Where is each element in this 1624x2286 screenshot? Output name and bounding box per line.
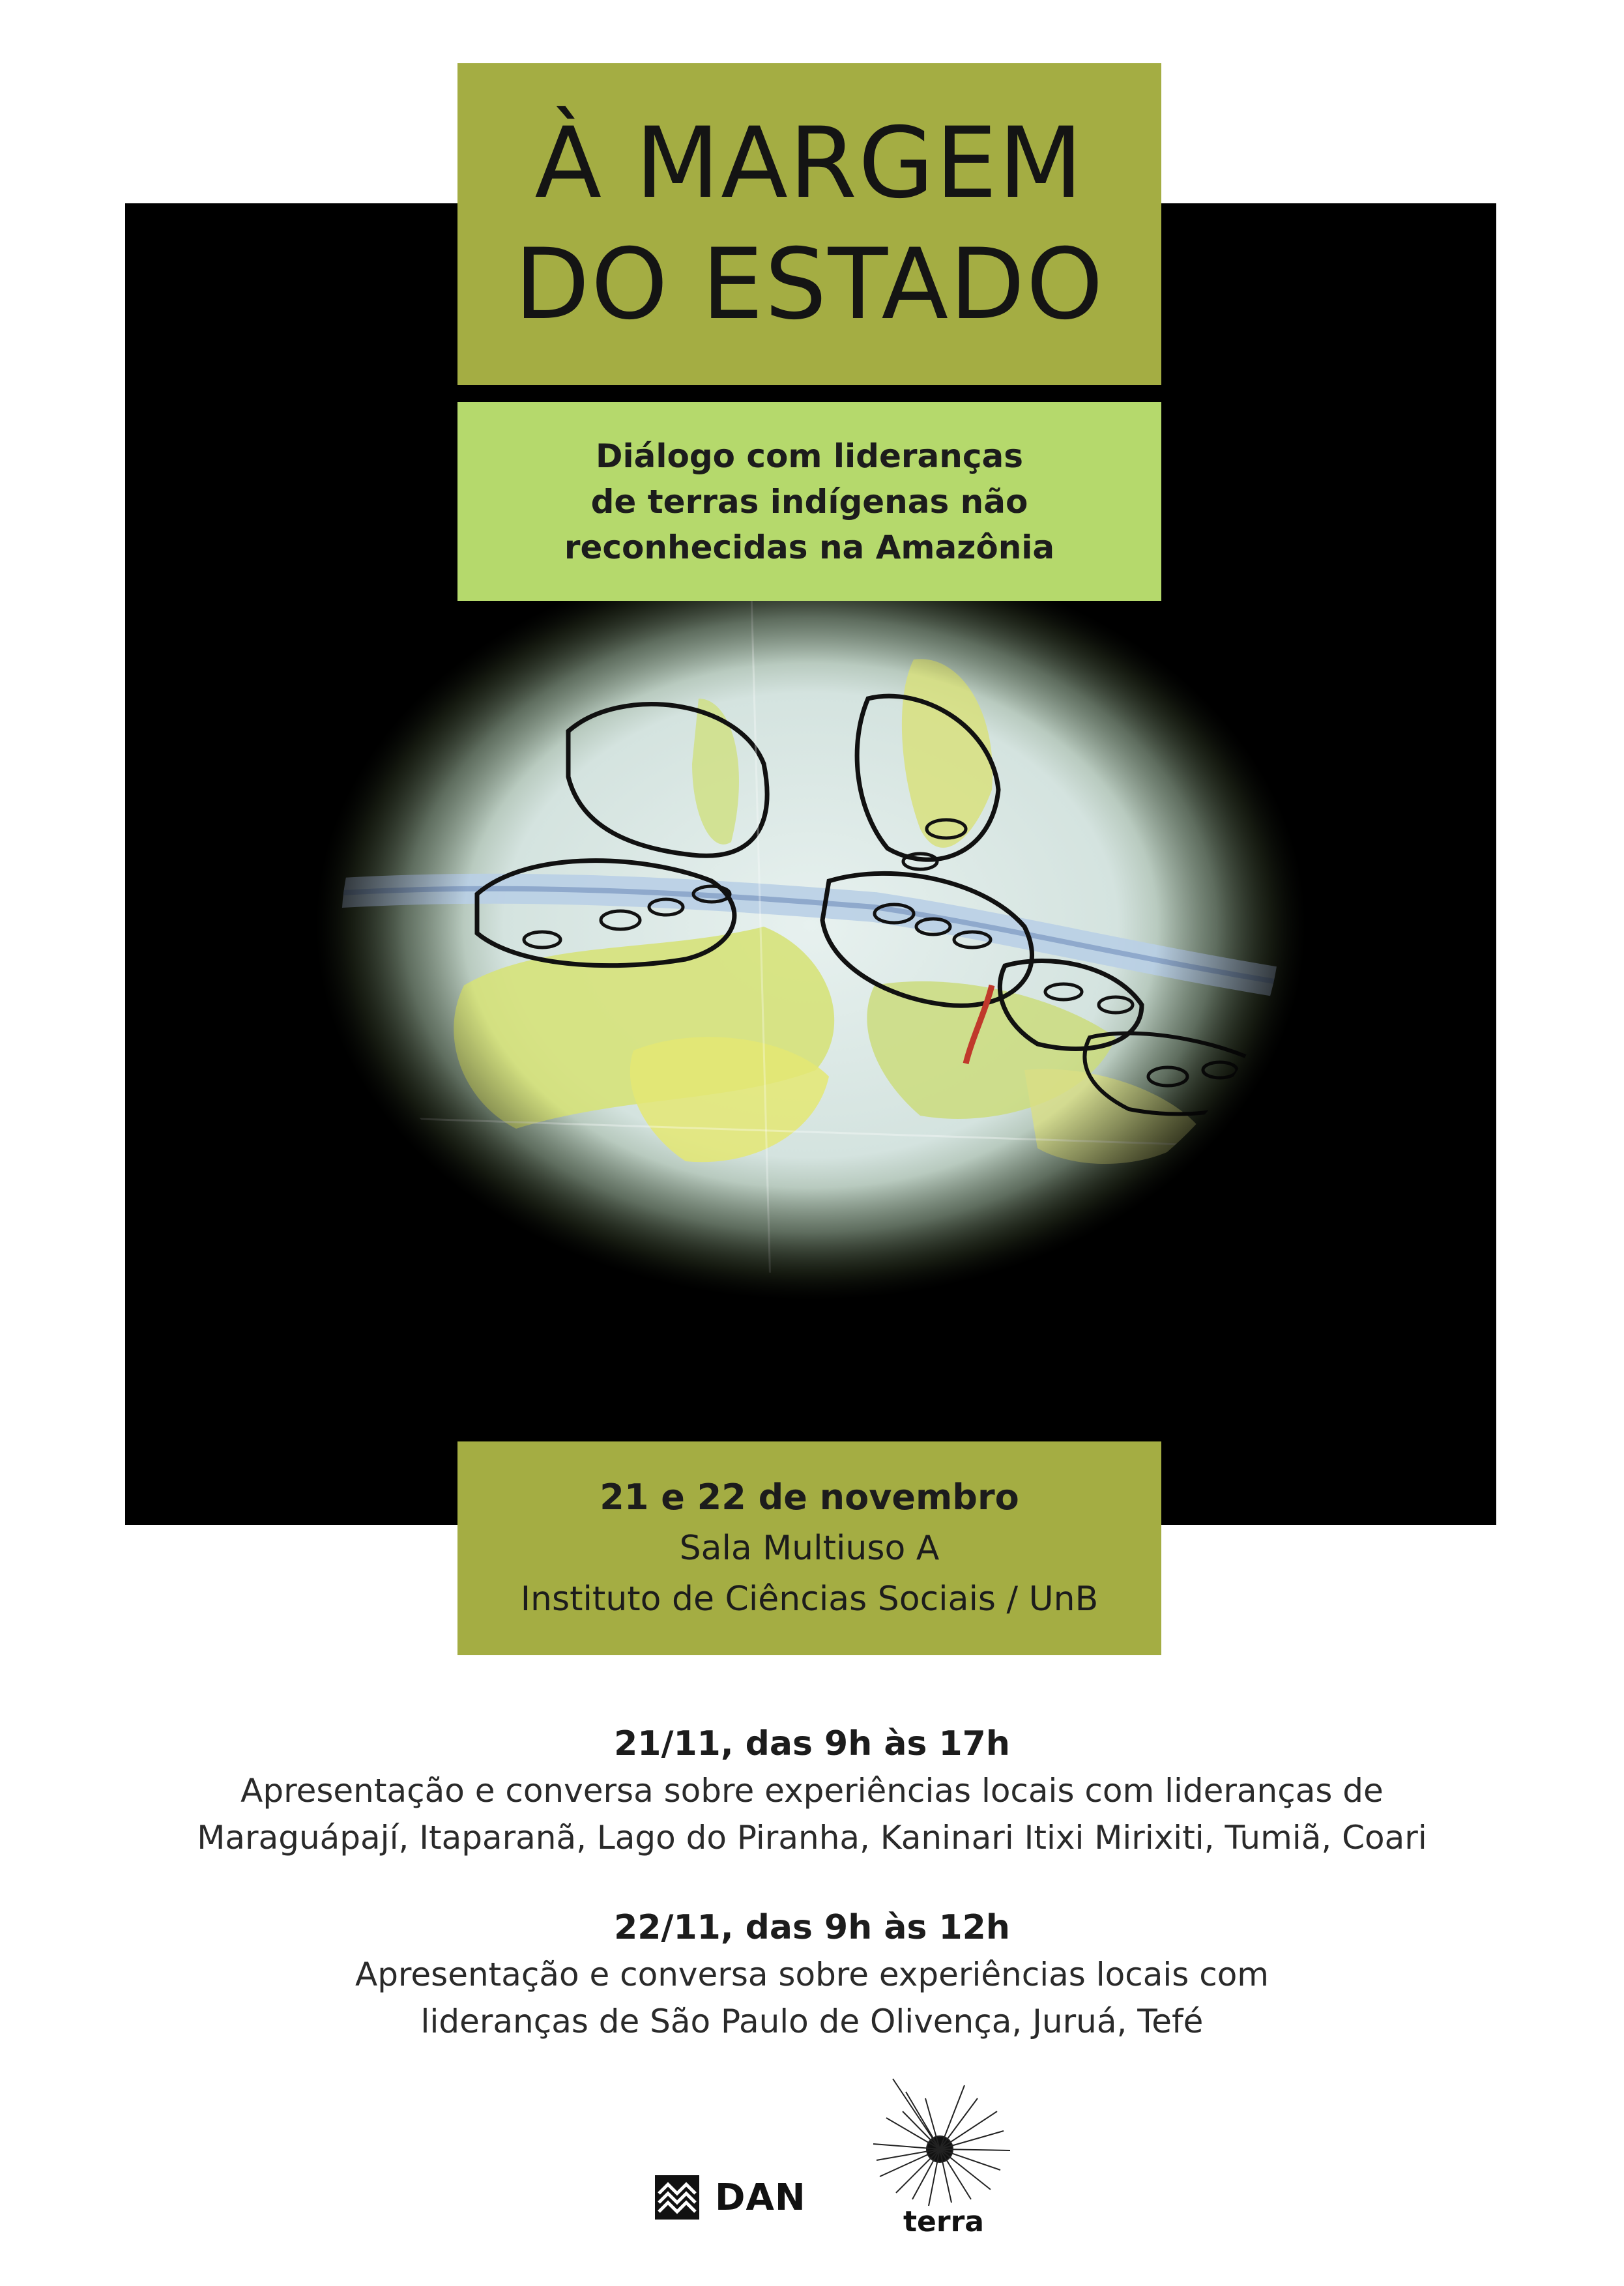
- schedule-day-2-line-1: Apresentação e conversa sobre experiências locais com: [355, 1956, 1269, 1993]
- title-line-1: À MARGEM: [534, 107, 1084, 220]
- subtitle-line-3: reconhecidas na Amazônia: [564, 528, 1055, 566]
- subtitle-line-2: de terras indígenas não: [590, 482, 1028, 521]
- dan-logo-icon: [654, 2174, 701, 2221]
- event-info-box: [457, 1441, 1161, 1655]
- schedule-day-2-heading: 22/11, das 9h às 12h: [614, 1908, 1010, 1947]
- terra-logo: [867, 2072, 1017, 2238]
- event-dates: 21 e 22 de novembro: [600, 1477, 1019, 1518]
- schedule-day-1-line-1: Apresentação e conversa sobre experiências locais com lideranças de: [240, 1772, 1384, 1810]
- event-room: Sala Multiuso A: [679, 1529, 940, 1568]
- terra-logo-text: terra: [903, 2205, 984, 2238]
- subtitle-box: [457, 402, 1161, 601]
- schedule-day-1-heading: 21/11, das 9h às 17h: [614, 1724, 1010, 1763]
- event-institute: Instituto de Ciências Sociais / UnB: [520, 1580, 1099, 1619]
- dan-logo-text: DAN: [715, 2176, 806, 2219]
- schedule-day-1-line-2: Maraguápají, Itaparanã, Lago do Piranha, Kaninari Itixi Mirixiti, Tumiã, Coari: [197, 1819, 1427, 1857]
- title-line-2: DO ESTADO: [514, 228, 1105, 341]
- subtitle-line-1: Diálogo com lideranças: [595, 437, 1024, 475]
- schedule-day-2-line-2: lideranças de São Paulo de Olivença, Juruá, Tefé: [420, 2003, 1204, 2040]
- terra-burst-icon: [867, 2072, 1017, 2209]
- schedule-day-2: [0, 1904, 1624, 2045]
- title-box: [457, 63, 1161, 385]
- schedule-day-1: [0, 1720, 1624, 1861]
- dan-logo: [654, 2174, 806, 2221]
